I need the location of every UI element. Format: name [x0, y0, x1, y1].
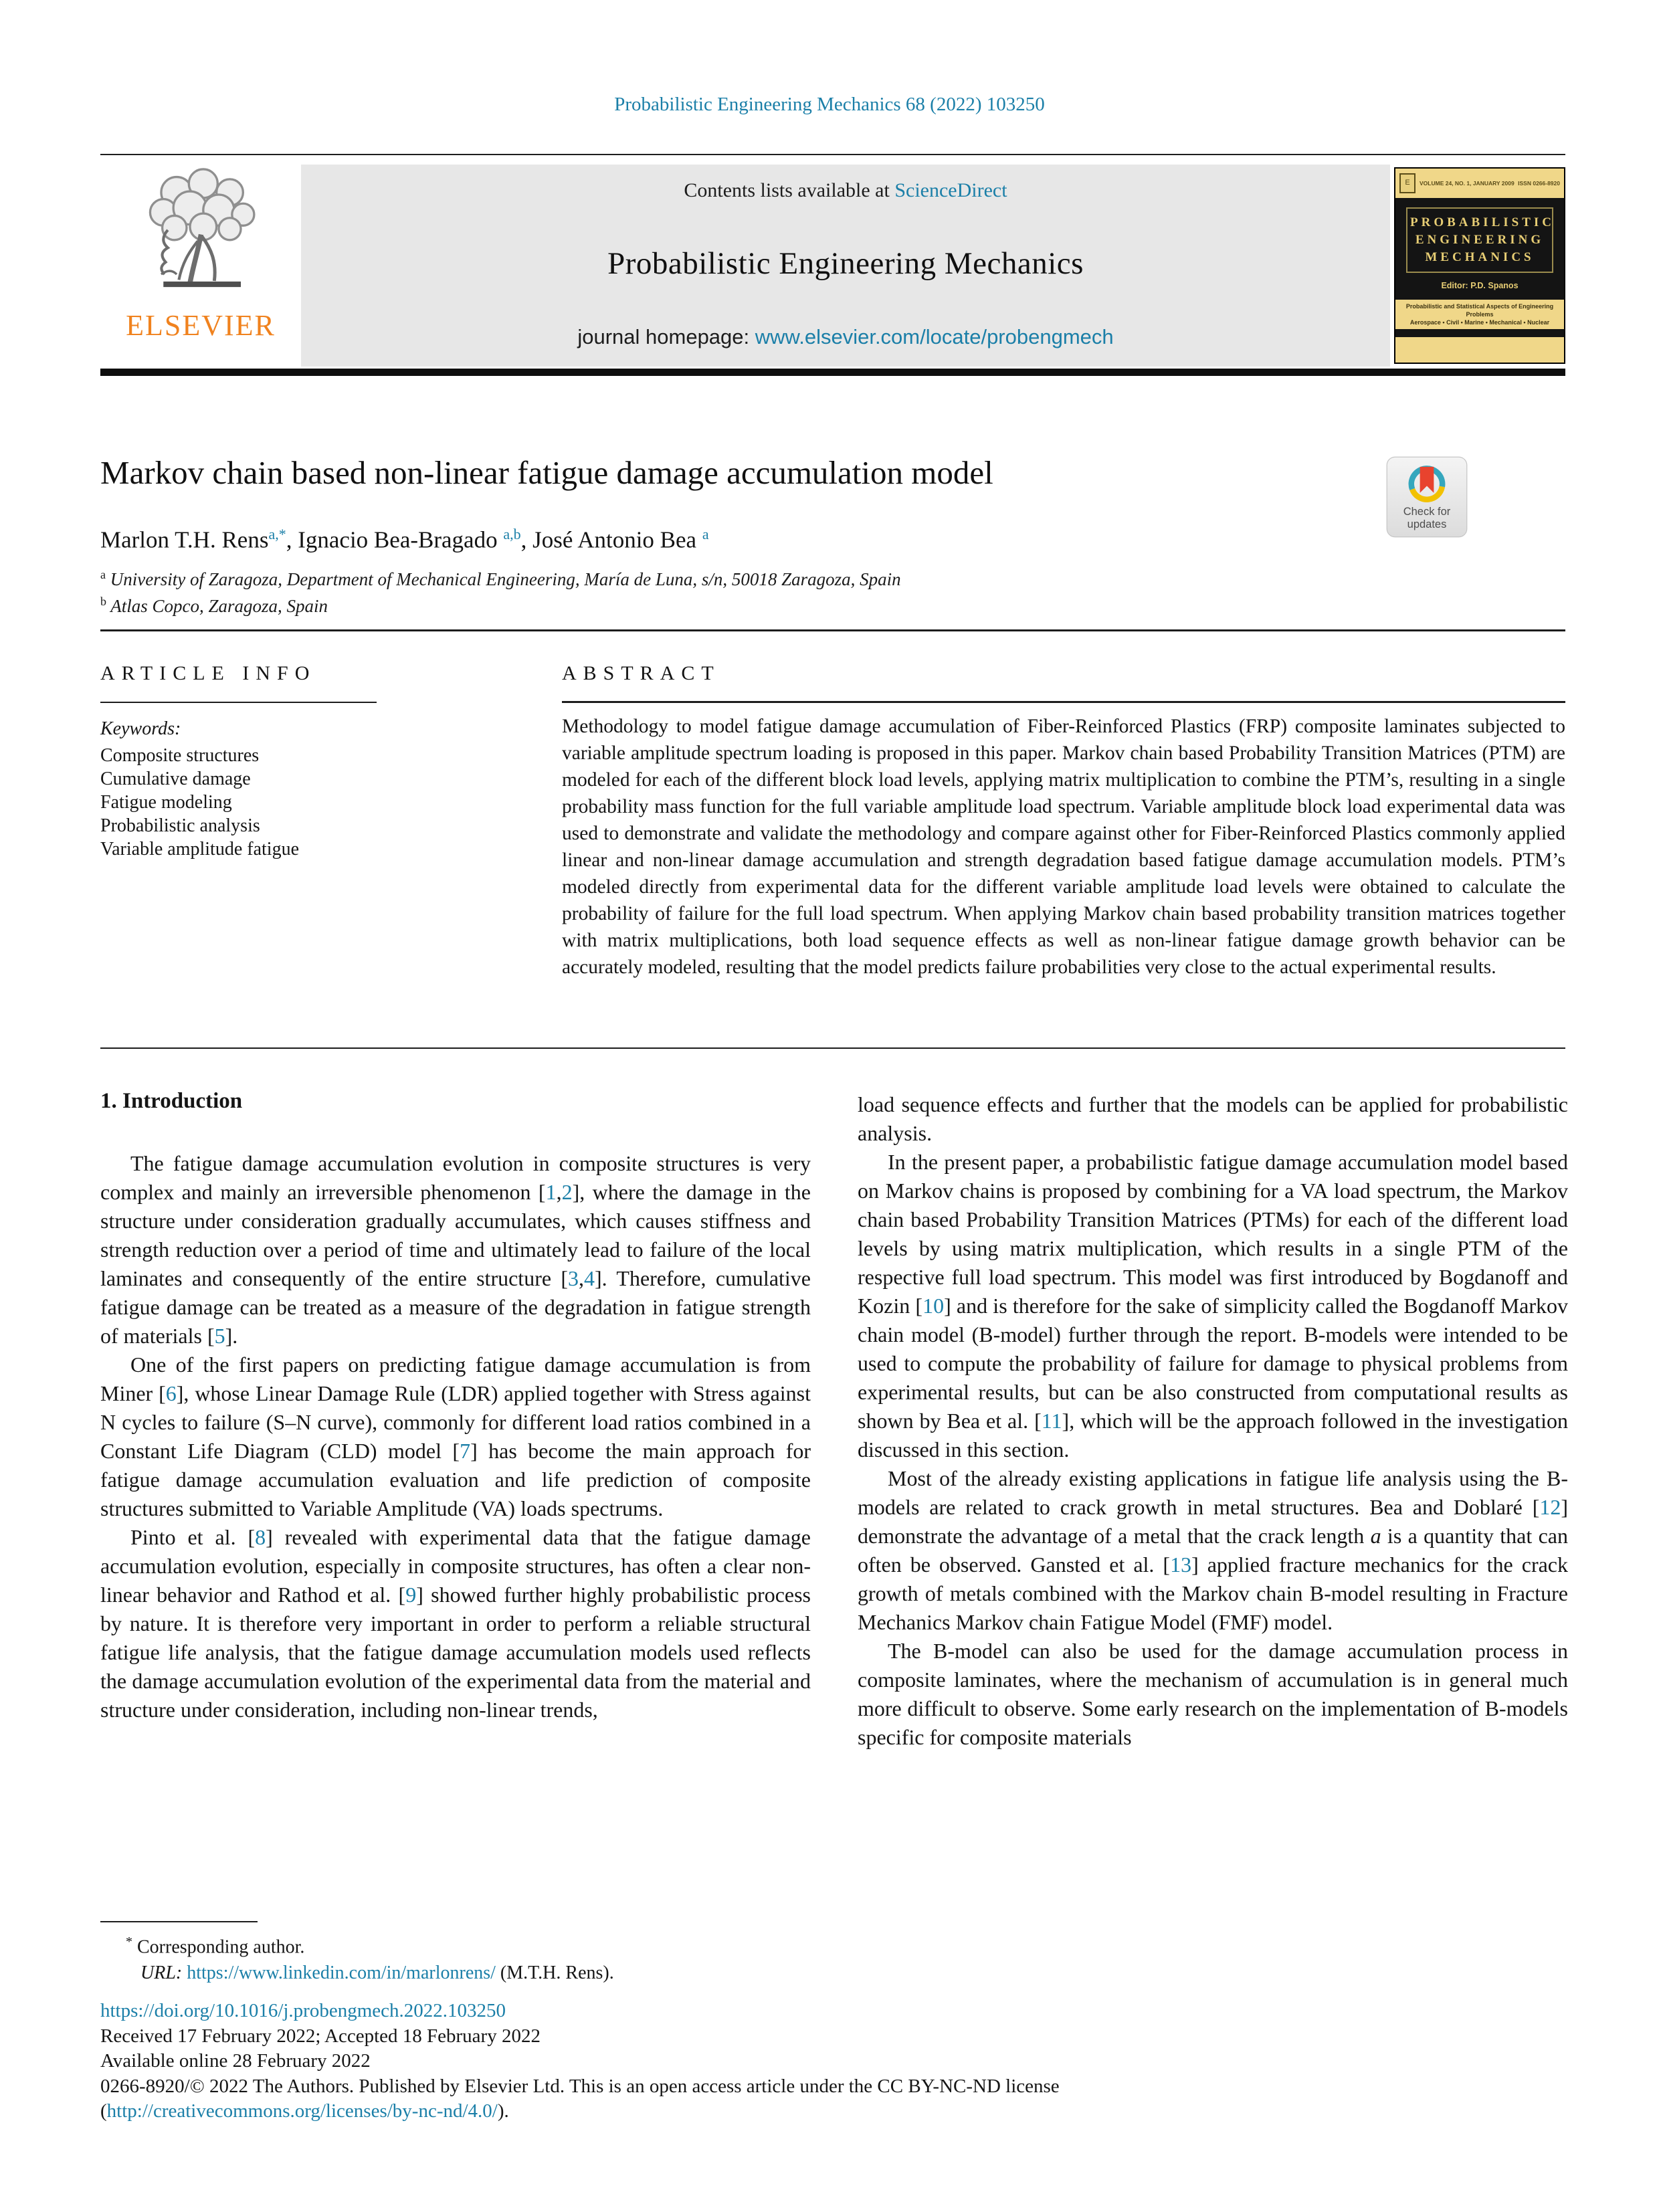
check-for-updates-label: Check for updates [1403, 506, 1451, 530]
sup-marker: a [100, 568, 106, 581]
elsevier-wordmark: ELSEVIER [126, 309, 276, 342]
text: Most of the already existing applications in fatigue life analysis using the B-models are related to crack growth in metal structures. Bea and Doblaré [ [858, 1466, 1568, 1519]
text: journal homepage: [577, 325, 755, 348]
journal-cover [1394, 167, 1565, 364]
citation-link[interactable]: 10 [922, 1294, 945, 1318]
cover-editor-text: Editor: P.D. Spanos [1441, 281, 1519, 290]
available-online-text: Available online 28 February 2022 [100, 2050, 371, 2072]
paragraph [858, 1637, 1568, 1752]
cover-issn-text: ISSN 0266-8920 [1518, 180, 1560, 187]
paragraph [858, 1464, 1568, 1637]
text: ]. [225, 1324, 238, 1348]
citation-link[interactable]: 1 [545, 1180, 557, 1204]
text: , [579, 1266, 585, 1290]
cover-subtitle: Probabilistic and Statistical Aspects of Engineering Problems [1405, 303, 1554, 318]
elsevier-logo[interactable] [100, 165, 301, 367]
keyword: Probabilistic analysis [100, 815, 260, 836]
text: ] revealed with experimental data that the fatigue damage accumulation evolution, especially in composite structures, has often a clear non-linear behavior and Rathod et al. [ [100, 1525, 811, 1607]
cover-elsevier-mark-icon: E [1399, 173, 1416, 193]
cover-title-box [1406, 207, 1553, 273]
citation-link[interactable]: 11 [1041, 1409, 1062, 1433]
text: ]. Therefore, cumulative fatigue damage can be treated as a measure of the degradation in fatigue strength of materials [ [100, 1266, 811, 1348]
footnote-divider [100, 1921, 258, 1922]
keyword: Fatigue modeling [100, 792, 232, 813]
text: ] applied fracture mechanics for the crack growth of metals combined with the Markov chain B-model resulting in Fracture Mechanics Markov chain Fatigue Model (FMF) model. [858, 1552, 1569, 1634]
cover-title-line: MECHANICS [1425, 250, 1535, 264]
banner-center [301, 165, 1390, 367]
banner-journal-title: Probabilistic Engineering Mechanics [607, 246, 1084, 281]
journal-reference-link[interactable]: Probabilistic Engineering Mechanics 68 (2022) 103250 [614, 94, 1045, 115]
sciencedirect-link[interactable]: ScienceDirect [894, 179, 1007, 201]
copyright-text: 0266-8920/© 2022 The Authors. Published by Elsevier Ltd. This is an open access article under the CC BY-NC-ND license [100, 2075, 1060, 2097]
citation-link[interactable]: 6 [165, 1381, 177, 1405]
text: , José Antonio Bea [520, 526, 702, 553]
text: ], where the damage in the structure under consideration gradually accumulates, which causes stiffness and strength reduction over a period of time and ultimately lead to failure of the local laminates and consequently of the entire structure [ [100, 1180, 811, 1290]
text: (M.T.H. Rens). [495, 1963, 614, 1983]
corresponding-author-footnote [100, 1934, 304, 1958]
text: , Ignacio Bea-Bragado [286, 526, 504, 553]
journal-homepage-text [577, 325, 1113, 349]
keyword: Variable amplitude fatigue [100, 839, 299, 860]
cc-license-link[interactable]: http://creativecommons.org/licenses/by-nc-nd/4.0/ [106, 2100, 498, 2122]
contents-available-text [684, 179, 1007, 202]
keywords-list [100, 744, 299, 861]
citation-link[interactable]: 3 [568, 1266, 579, 1290]
check-for-updates-badge[interactable] [1386, 456, 1468, 538]
cover-title-line: PROBABILISTIC [1410, 215, 1555, 229]
received-accepted-text: Received 17 February 2022; Accepted 18 February 2022 [100, 2025, 541, 2047]
divider [100, 629, 1565, 631]
journal-homepage-link[interactable]: www.elsevier.com/locate/probengmech [755, 325, 1114, 348]
author-affiliation-sup: a,* [268, 526, 286, 542]
paragraph [100, 1149, 811, 1350]
intro-column-right [858, 1090, 1568, 1752]
article-title: Markov chain based non-linear fatigue damage accumulation model [100, 454, 993, 491]
paragraph [100, 1523, 811, 1724]
text: Marlon T.H. Rens [100, 526, 269, 553]
elsevier-tree-icon [129, 166, 273, 310]
citation-link[interactable]: 8 [255, 1525, 266, 1549]
italic-text: a [1370, 1524, 1381, 1548]
citation-link[interactable]: 5 [214, 1324, 225, 1348]
text: Pinto et al. [ [130, 1525, 256, 1549]
text: ( [100, 2100, 107, 2122]
text: Atlas Copco, Zaragoza, Spain [106, 596, 328, 616]
divider [100, 154, 1565, 155]
corresponding-author-url [100, 1963, 614, 1984]
divider [100, 702, 377, 703]
author-affiliation-sup: a [702, 526, 709, 542]
text: ] demonstrate the advantage of a metal that the crack length [858, 1495, 1568, 1548]
italic-text: URL: [140, 1963, 183, 1983]
cover-title-line: ENGINEERING [1415, 233, 1545, 247]
authors-line [100, 526, 709, 554]
keyword: Composite structures [100, 745, 260, 766]
text: ], whose Linear Damage Rule (LDR) applied together with Stress against N cycles to failure (S–N curve), commonly for different load ratios combined in a Constant Life Diagram (CLD) model [ [100, 1381, 811, 1463]
journal-banner [100, 165, 1565, 367]
doi-line [100, 1999, 1565, 2024]
text: ). [497, 2100, 509, 2122]
article-info-heading: ARTICLE INFO [100, 662, 316, 684]
sup-marker: b [100, 595, 106, 608]
article-footer [100, 1999, 1565, 2124]
text: ] and is therefore for the sake of simplicity called the Bogdanoff Markov chain model (B-model) further through the report. B-models were intended to be used to compute the probability of failure for damage to physical problems from experimental results, but can be also constructed from computational results as shown by Bea et al. [ [858, 1294, 1569, 1433]
text: load sequence effects and further that the models can be applied for probabilistic analysis. [858, 1092, 1568, 1145]
cover-volume-text: VOLUME 24, NO. 1, JANUARY 2009 [1420, 180, 1515, 187]
citation-link[interactable]: 2 [561, 1180, 573, 1204]
text: One of the first papers on predicting fatigue damage accumulation is from Miner [ [100, 1352, 811, 1405]
text: The B-model can also be used for the damage accumulation process in composite laminates, where the mechanism of accumulation is in general much more difficult to observe. Some early research on the implementation of B-models specific for composite materials [858, 1639, 1568, 1749]
cover-spacer [1395, 329, 1564, 337]
text: ] has become the main approach for fatigue damage accumulation evaluation and life prediction of composite structures submitted to Variable Amplitude (VA) loads spectrums. [100, 1439, 811, 1520]
abstract-text: Methodology to model fatigue damage accumulation of Fiber-Reinforced Plastics (FRP) composite laminates subjected to variable amplitude spectrum loading is proposed in this paper. Markov chain based Probability Transition Matrices (PTM) are modeled for each of the different block load levels, applying matrix multiplication to combine the PTM’s, resulting in a single probability mass function for the full variable amplitude load spectrum. Variable amplitude block load experimental data was used to demonstrate and validate the methodology and compare against other for Fiber-Reinforced Plastics commonly applied linear and non-linear damage accumulation and strength degradation based fatigue damage accumulation models. PTM’s modeled directly from experimental data for the different variable amplitude load levels were obtained to calculate the probability of failure for the full load spectrum. When applying Markov chain based probability transition matrices together with matrix multiplications, both load sequence effects as well as non-linear fatigue damage growth behavior can be accurately modeled, resulting that the model predicts failure probabilities very close to the actual experimental results. [562, 716, 1565, 978]
paragraph [858, 1148, 1568, 1464]
text: Corresponding author. [132, 1936, 305, 1958]
affiliation-a [100, 568, 901, 590]
abstract-heading: ABSTRACT [562, 662, 720, 684]
text: , [556, 1180, 562, 1204]
text: University of Zaragoza, Department of Mechanical Engineering, María de Luna, s/n, 50018 Zaragoza, Spain [106, 569, 901, 589]
journal-cover-thumbnail[interactable] [1390, 165, 1565, 367]
citation-link[interactable]: 9 [405, 1583, 417, 1607]
keyword: Cumulative damage [100, 769, 251, 789]
cover-fields: Aerospace • Civil • Marine • Mechanical • Nuclear [1409, 319, 1550, 326]
affiliation-b [100, 595, 328, 617]
paragraph [100, 1350, 811, 1523]
intro-column-left [100, 1149, 811, 1724]
text: In the present paper, a probabilistic fatigue damage accumulation model based on Markov chains is proposed by combining for a VA load spectrum, the Markov chain based Probability Transition Matrices (PTMs) for each of the different load levels by using matrix multiplication, which results in a single PTM of the respective full load spectrum. This model was first introduced by Bogdanoff and Kozin [ [858, 1150, 1568, 1318]
text: The fatigue damage accumulation evolution in composite structures is very complex and mainly an irreversible phenomenon [ [100, 1151, 811, 1204]
banner-bottom-bar [100, 369, 1565, 376]
citation-link[interactable]: 13 [1170, 1552, 1192, 1577]
text: ] showed further highly probabilistic process by nature. It is therefore very important in order to perform a reliable structural fatigue life analysis, that the fatigue damage accumulation models used reflects the damage accumulation evolution of the experimental data from the material and structure under consideration, including non-linear trends, [100, 1583, 811, 1722]
keywords-label: Keywords: [100, 718, 181, 739]
divider [562, 701, 1565, 703]
text: is a quantity that can often be observed. Gansted et al. [ [858, 1524, 1569, 1577]
text: ], which will be the approach followed in the investigation discussed in this section. [858, 1409, 1569, 1462]
cover-bottom-band [1395, 337, 1564, 363]
cover-subtitle-band [1395, 300, 1564, 329]
text: Contents lists available at [684, 179, 895, 201]
citation-link[interactable]: 12 [1539, 1495, 1561, 1519]
citation-link[interactable]: 7 [460, 1439, 471, 1463]
corresponding-author-url-link[interactable]: https://www.linkedin.com/in/marlonrens/ [187, 1963, 496, 1983]
divider [100, 1047, 1565, 1049]
license-line [100, 2099, 1565, 2124]
paragraph [858, 1090, 1568, 1148]
section-heading-introduction: 1. Introduction [100, 1089, 243, 1113]
citation-link[interactable]: 4 [584, 1266, 595, 1290]
cover-top-band [1395, 169, 1564, 198]
doi-link[interactable]: https://doi.org/10.1016/j.probengmech.2022.103250 [100, 2000, 506, 2021]
sup-marker: * [126, 1934, 132, 1949]
author-affiliation-sup: a,b [503, 526, 521, 542]
